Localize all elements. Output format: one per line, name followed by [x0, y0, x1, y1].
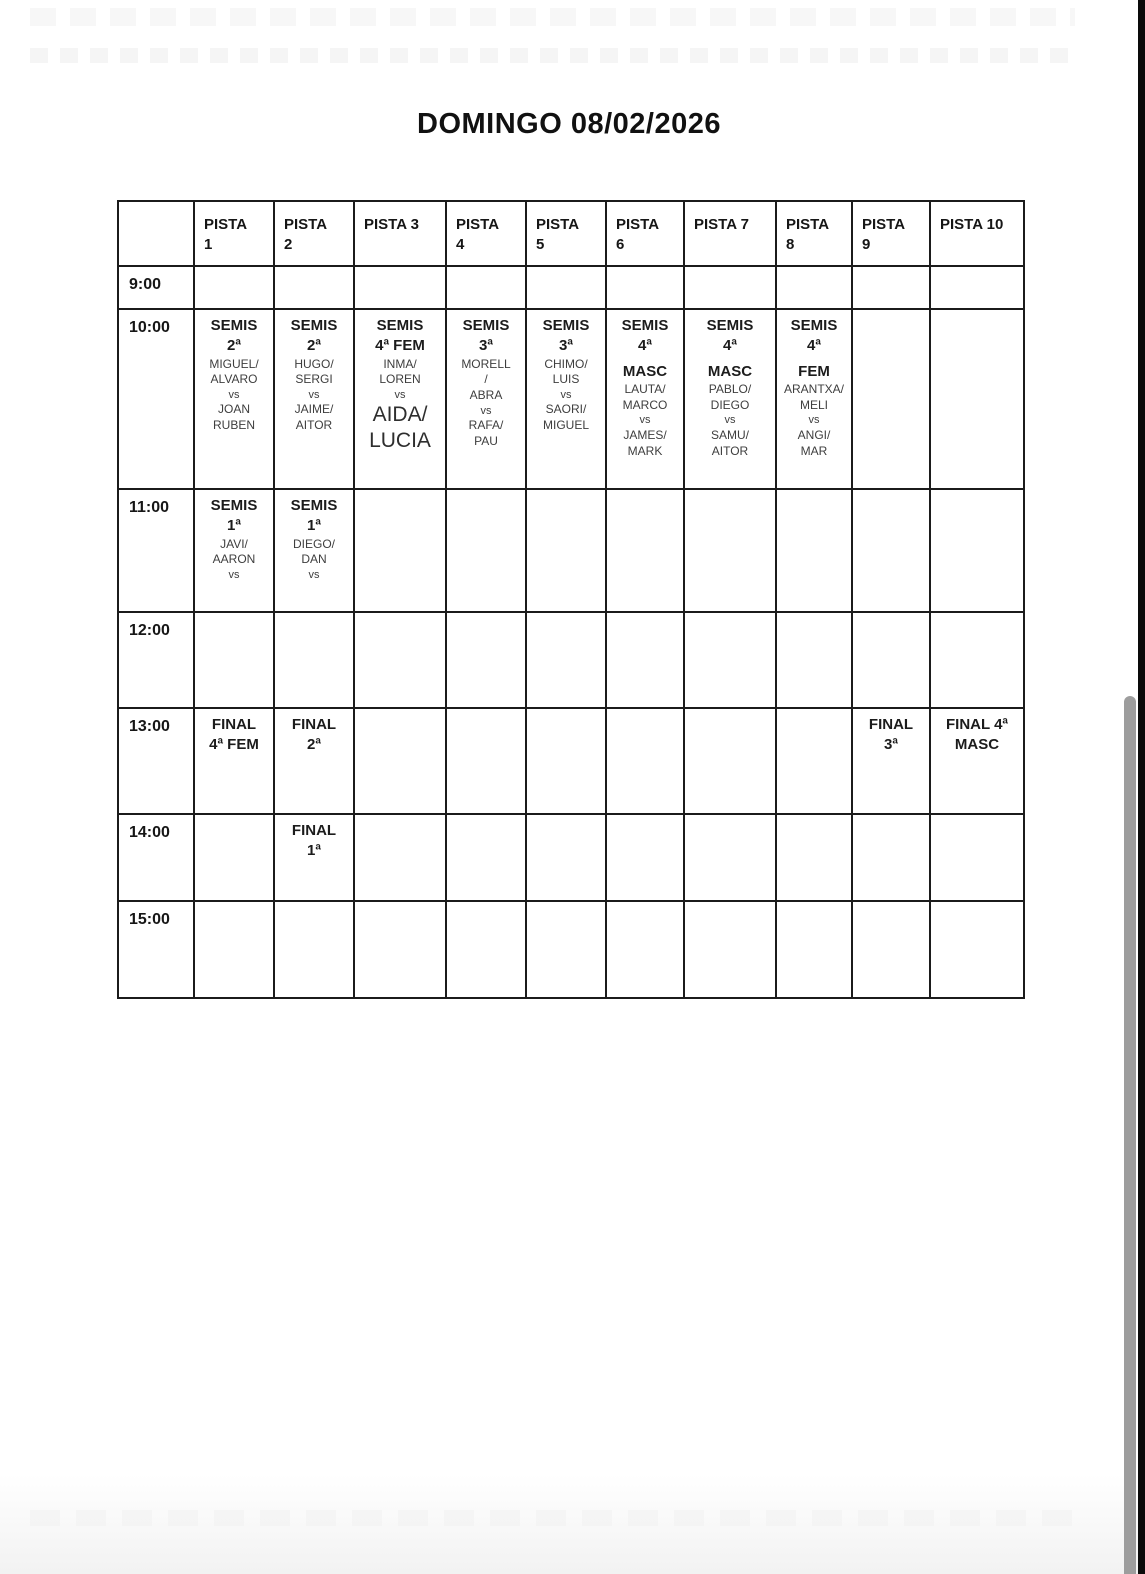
match-line: 2ª [307, 736, 321, 754]
time-label: 11:00 [118, 489, 194, 612]
match-line: DIEGO/ [292, 536, 335, 551]
empty-cell [852, 612, 930, 708]
match-line: 4ª [638, 337, 652, 355]
match-line: ANGI/ [797, 427, 831, 442]
match-line: MELI [799, 397, 828, 412]
match-line: 3ª [479, 337, 493, 355]
schedule-table-body [118, 201, 1024, 998]
column-header-pista-5: PISTA 5 [526, 201, 606, 266]
match-line: LAUTA/ [624, 381, 666, 396]
column-header-pista-2: PISTA 2 [274, 201, 354, 266]
match-line: AARON [212, 552, 256, 567]
match-line: ARANTXA/ [783, 381, 844, 396]
schedule-row-1200 [118, 612, 1024, 708]
match-line: LUIS [552, 372, 580, 387]
match-line: INMA/ [383, 356, 417, 371]
empty-cell [930, 309, 1024, 489]
column-header-pista-9: PISTA 9 [852, 201, 930, 266]
empty-cell [526, 708, 606, 814]
schedule-table [117, 200, 1025, 999]
match-line: 4ª [807, 337, 821, 355]
empty-cell [606, 901, 684, 998]
empty-cell [852, 266, 930, 309]
scan-artifact-band [30, 8, 1075, 26]
empty-cell [446, 266, 526, 309]
match-line: CHIMO/ [544, 356, 588, 371]
match-line: 4ª [723, 337, 737, 355]
match-line: JAMES/ [623, 427, 667, 442]
empty-cell [194, 901, 274, 998]
empty-cell [194, 266, 274, 309]
match-line: vs [308, 389, 320, 402]
match-line: SEMIS [790, 317, 838, 334]
empty-cell [684, 612, 776, 708]
match-line: RUBEN [212, 418, 255, 433]
empty-cell [446, 901, 526, 998]
column-header-pista-10: PISTA 10 [930, 201, 1024, 266]
match-line: SEMIS [210, 317, 258, 334]
match-line: MASC [954, 736, 1000, 754]
match-line: MIGUEL [542, 418, 589, 433]
empty-cell [606, 489, 684, 612]
match-cell [354, 309, 446, 489]
empty-cell [684, 901, 776, 998]
empty-cell [930, 489, 1024, 612]
match-cell [274, 309, 354, 489]
empty-cell [354, 708, 446, 814]
empty-cell [930, 266, 1024, 309]
schedule-row-1300 [118, 708, 1024, 814]
time-label: 13:00 [118, 708, 194, 814]
empty-cell [852, 489, 930, 612]
match-line: MASC [707, 362, 753, 380]
match-cell [526, 309, 606, 489]
empty-cell [274, 266, 354, 309]
match-line: FINAL [211, 716, 257, 733]
empty-cell [446, 708, 526, 814]
column-header-pista-7: PISTA 7 [684, 201, 776, 266]
match-cell [606, 309, 684, 489]
empty-cell [446, 612, 526, 708]
page-bottom-fade [0, 1474, 1138, 1574]
empty-cell [526, 489, 606, 612]
match-line: vs [228, 569, 240, 582]
match-line: FINAL 4ª [946, 716, 1008, 733]
match-line: MORELL [461, 356, 511, 371]
empty-cell [776, 901, 852, 998]
match-cell [194, 489, 274, 612]
match-line: 3ª [559, 337, 573, 355]
match-line: MARCO [622, 397, 668, 412]
empty-cell [776, 489, 852, 612]
match-line: FINAL [291, 822, 337, 839]
match-line: LOREN [379, 372, 421, 387]
match-line: SEMIS [376, 317, 424, 334]
match-line: 2ª [307, 337, 321, 355]
time-label: 9:00 [118, 266, 194, 309]
match-cell [274, 708, 354, 814]
match-line: SEMIS [621, 317, 669, 334]
column-header-pista-3: PISTA 3 [354, 201, 446, 266]
empty-cell [274, 901, 354, 998]
empty-cell [930, 901, 1024, 998]
schedule-row-1100 [118, 489, 1024, 612]
empty-cell [684, 266, 776, 309]
empty-cell [354, 266, 446, 309]
match-line: vs [480, 404, 492, 417]
match-line: 1ª [307, 842, 321, 860]
match-line: vs [639, 414, 651, 427]
match-line: ALVARO [210, 372, 258, 387]
match-cell [684, 309, 776, 489]
match-line: / [484, 372, 488, 387]
match-line: 4ª FEM [209, 736, 259, 754]
schedule-row-1500 [118, 901, 1024, 998]
corner-cell [118, 201, 194, 266]
match-cell [194, 309, 274, 489]
match-line: AIDA/ [372, 403, 428, 427]
match-line: 2ª [227, 337, 241, 355]
empty-cell [606, 612, 684, 708]
time-label: 14:00 [118, 814, 194, 901]
match-line: RAFA/ [468, 418, 504, 433]
time-label: 15:00 [118, 901, 194, 998]
empty-cell [684, 489, 776, 612]
match-cell [194, 708, 274, 814]
empty-cell [194, 814, 274, 901]
match-line: FINAL [868, 716, 914, 733]
match-line: FEM [798, 362, 830, 380]
column-header-pista-4: PISTA 4 [446, 201, 526, 266]
empty-cell [776, 708, 852, 814]
match-cell [274, 814, 354, 901]
time-label: 10:00 [118, 309, 194, 489]
empty-cell [194, 612, 274, 708]
empty-cell [852, 309, 930, 489]
column-header-pista-8: PISTA 8 [776, 201, 852, 266]
empty-cell [354, 814, 446, 901]
empty-cell [354, 612, 446, 708]
match-line: 1ª [307, 517, 321, 535]
empty-cell [526, 612, 606, 708]
match-line: SERGI [295, 372, 333, 387]
match-line: MARK [627, 443, 663, 458]
match-line: SEMIS [290, 497, 338, 514]
match-cell [852, 708, 930, 814]
match-line: SAMU/ [710, 427, 749, 442]
match-line: MAR [800, 443, 828, 458]
empty-cell [684, 708, 776, 814]
match-line: JAIME/ [294, 402, 334, 417]
match-line: MASC [622, 362, 668, 380]
empty-cell [776, 612, 852, 708]
match-line: 1ª [227, 517, 241, 535]
match-cell [930, 708, 1024, 814]
match-line: SEMIS [542, 317, 590, 334]
match-line: FINAL [291, 716, 337, 733]
match-cell [446, 309, 526, 489]
match-line: MIGUEL/ [209, 356, 259, 371]
empty-cell [606, 708, 684, 814]
scan-artifact-band [30, 48, 1075, 63]
match-line: PAU [474, 434, 498, 449]
empty-cell [606, 266, 684, 309]
scan-artifact-band [30, 1510, 1075, 1526]
empty-cell [930, 814, 1024, 901]
match-line: SEMIS [210, 497, 258, 514]
match-line: SEMIS [462, 317, 510, 334]
header-row [118, 201, 1024, 266]
schedule-row-900 [118, 266, 1024, 309]
match-line: DAN [301, 552, 327, 567]
match-line: ABRA [469, 388, 503, 403]
match-line: JAVI/ [220, 536, 248, 551]
column-header-pista-6: PISTA 6 [606, 201, 684, 266]
match-line: AITOR [295, 418, 333, 433]
empty-cell [776, 814, 852, 901]
scrollbar-thumb[interactable] [1124, 696, 1136, 1574]
empty-cell [776, 266, 852, 309]
schedule-row-1000 [118, 309, 1024, 489]
match-line: vs [394, 389, 406, 402]
match-cell [776, 309, 852, 489]
page-title: DOMINGO 08/02/2026 [417, 108, 721, 140]
match-line: PABLO/ [708, 381, 752, 396]
empty-cell [526, 901, 606, 998]
empty-cell [526, 814, 606, 901]
empty-cell [852, 814, 930, 901]
empty-cell [354, 901, 446, 998]
empty-cell [354, 489, 446, 612]
match-line: vs [560, 389, 572, 402]
screen-edge-strip [1138, 0, 1145, 1574]
empty-cell [606, 814, 684, 901]
schedule-row-1400 [118, 814, 1024, 901]
match-line: 3ª [884, 736, 898, 754]
empty-cell [852, 901, 930, 998]
match-line: HUGO/ [294, 356, 334, 371]
match-line: AITOR [711, 443, 749, 458]
match-line: SAORI/ [545, 402, 587, 417]
match-cell [274, 489, 354, 612]
match-line: 4ª FEM [375, 337, 425, 355]
match-line: vs [808, 414, 820, 427]
match-line: JOAN [217, 402, 250, 417]
empty-cell [930, 612, 1024, 708]
match-line: DIEGO [710, 397, 750, 412]
column-header-pista-1: PISTA 1 [194, 201, 274, 266]
match-line: SEMIS [290, 317, 338, 334]
match-line: LUCIA [369, 429, 431, 453]
match-line: vs [228, 389, 240, 402]
match-line: SEMIS [706, 317, 754, 334]
match-line: vs [724, 414, 736, 427]
match-line: vs [308, 569, 320, 582]
empty-cell [446, 489, 526, 612]
empty-cell [446, 814, 526, 901]
empty-cell [684, 814, 776, 901]
empty-cell [526, 266, 606, 309]
empty-cell [274, 612, 354, 708]
time-label: 12:00 [118, 612, 194, 708]
